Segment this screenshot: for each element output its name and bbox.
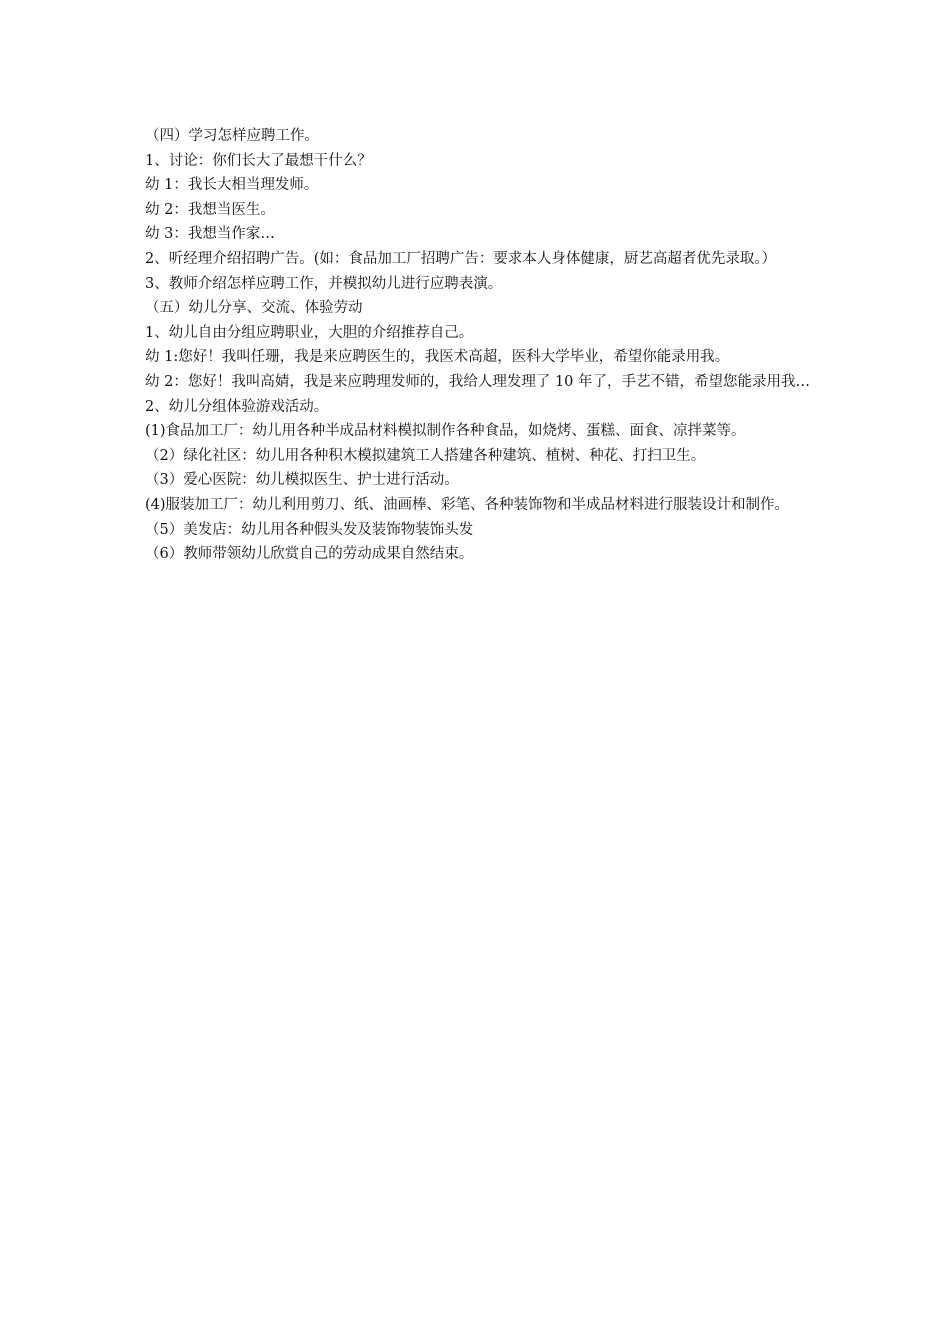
paragraph: 1、讨论：你们长大了最想干什么？ <box>145 152 372 169</box>
paragraph: 幼 1:您好！我叫任珊，我是来应聘医生的，我医术高超，医科大学毕业，希望你能录用我。 <box>145 349 730 366</box>
paragraph: 3、教师介绍怎样应聘工作，并模拟幼儿进行应聘表演。 <box>145 275 503 292</box>
list-item: （6）教师带领幼儿欣赏自己的劳动成果自然结束。 <box>145 546 474 563</box>
paragraph: 幼 2：您好！我叫高婧，我是来应聘理发师的，我给人理发理了 10 年了，手艺不错，希望您能录用我… <box>145 373 810 390</box>
list-item: （2）绿化社区：幼儿用各种积木模拟建筑工人搭建各种建筑、植树、种花、打扫卫生。 <box>145 447 706 464</box>
paragraph: 幼 3：我想当作家… <box>145 226 275 243</box>
paragraph: 幼 2：我想当医生。 <box>145 201 275 218</box>
document-body <box>145 124 810 567</box>
paragraph: 1、幼儿自由分组应聘职业，大胆的介绍推荐自己。 <box>145 324 474 341</box>
paragraph: 2、幼儿分组体验游戏活动。 <box>145 398 329 415</box>
section-heading-four: （四）学习怎样应聘工作。 <box>145 128 319 144</box>
list-item: (1)食品加工厂：幼儿用各种半成品材料模拟制作各种食品，如烧烤、蛋糕、面食、凉拌菜等。 <box>145 423 746 440</box>
list-item: （5）美发店：幼儿用各种假头发及装饰物装饰头发 <box>145 521 474 538</box>
list-item: (4)服装加工厂：幼儿利用剪刀、纸、油画棒、彩笔、各种装饰物和半成品材料进行服装设计和制作。 <box>145 496 790 513</box>
list-item: （3）爱心医院：幼儿模拟医生、护士进行活动。 <box>145 472 459 489</box>
paragraph: 2、听经理介绍招聘广告。(如：食品加工厂招聘广告：要求本人身体健康，厨艺高超者优先录取。） <box>145 250 777 267</box>
section-heading-five: （五）幼儿分享、交流、体验劳动 <box>145 300 363 317</box>
paragraph: 幼 1：我长大相当理发师。 <box>145 177 319 194</box>
